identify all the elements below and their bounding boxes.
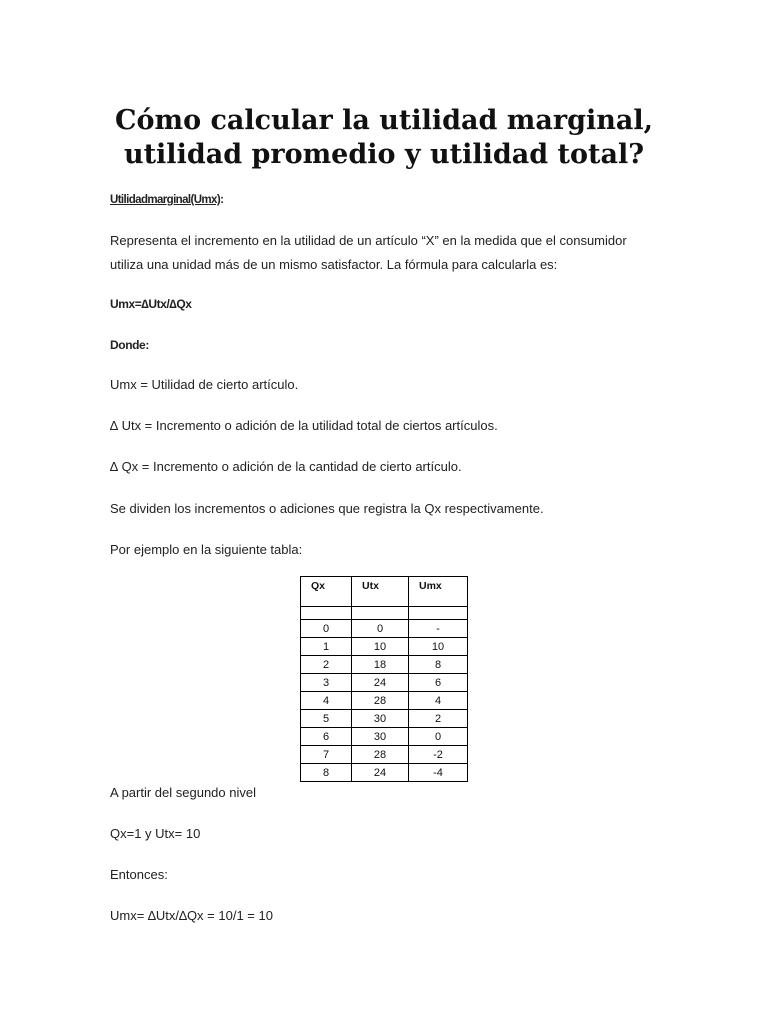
table-cell-qx: 3 [301, 674, 352, 692]
table-row [301, 674, 468, 692]
table-cell-qx: 5 [301, 710, 352, 728]
table-row [301, 728, 468, 746]
intro-line-1: Representa el incremento en la utilidad de un artículo “X” en la medida que el consumidor [110, 233, 627, 248]
table-cell-qx: 6 [301, 728, 352, 746]
definition-utx: ∆ Utx = Incremento o adición de la utilidad total de ciertos artículos. [110, 418, 498, 433]
table-cell-umx: -4 [409, 764, 468, 782]
utility-table [300, 576, 468, 782]
table-cell-utx: 30 [352, 728, 409, 746]
dividen-paragraph: Se dividen los incrementos o adiciones que registra la Qx respectivamente. [110, 501, 544, 516]
table-cell-qx: 8 [301, 764, 352, 782]
table-cell-utx: 28 [352, 692, 409, 710]
table-spacer-row [301, 607, 468, 620]
ejemplo-paragraph: Por ejemplo en la siguiente tabla: [110, 542, 303, 557]
table-row [301, 638, 468, 656]
table-cell-umx: 6 [409, 674, 468, 692]
utility-table-wrapper [300, 576, 468, 782]
definition-qx: ∆ Qx = Incremento o adición de la cantidad de cierto artículo. [110, 459, 462, 474]
table-row [301, 656, 468, 674]
table-cell-qx: 4 [301, 692, 352, 710]
subheading-colon: : [220, 194, 224, 206]
table-cell-utx: 0 [352, 620, 409, 638]
table-cell-umx: -2 [409, 746, 468, 764]
subheading-marginal-utility [110, 190, 223, 210]
table-cell-umx: 4 [409, 692, 468, 710]
table-cell-utx: 18 [352, 656, 409, 674]
donde-label: Donde: [110, 338, 149, 352]
intro-line-2: utiliza una unidad más de un mismo satisfactor. La fórmula para calcularla es: [110, 257, 558, 272]
qx-utx-paragraph: Qx=1 y Utx= 10 [110, 826, 201, 841]
table-row [301, 746, 468, 764]
table-header-qx: Qx [301, 577, 352, 607]
page-title [80, 104, 688, 172]
table-cell-qx: 1 [301, 638, 352, 656]
table-cell-umx: 2 [409, 710, 468, 728]
table-row [301, 764, 468, 782]
partir-paragraph: A partir del segundo nivel [110, 785, 256, 800]
subheading-text: Utilidadmarginal(Umx) [110, 194, 221, 206]
entonces-paragraph: Entonces: [110, 867, 168, 882]
table-cell-utx: 28 [352, 746, 409, 764]
table-cell-qx: 7 [301, 746, 352, 764]
table-row [301, 692, 468, 710]
table-cell-umx: 10 [409, 638, 468, 656]
table-cell-umx: - [409, 620, 468, 638]
table-cell-umx: 0 [409, 728, 468, 746]
intro-paragraph [110, 229, 627, 277]
formula: Umx=∆Utx/∆Qx [110, 297, 192, 311]
table-cell-umx: 8 [409, 656, 468, 674]
table-cell-utx: 24 [352, 674, 409, 692]
table-cell-utx: 10 [352, 638, 409, 656]
table-cell-utx: 24 [352, 764, 409, 782]
table-cell-utx: 30 [352, 710, 409, 728]
table-header-row [301, 577, 468, 607]
table-header-utx: Utx [352, 577, 409, 607]
table-row [301, 620, 468, 638]
table-cell-qx: 2 [301, 656, 352, 674]
title-line-1: Cómo calcular la utilidad marginal, [115, 105, 653, 136]
title-line-2: utilidad promedio y utilidad total? [123, 139, 645, 170]
calculation-paragraph: Umx= ∆Utx/∆Qx = 10/1 = 10 [110, 908, 273, 923]
table-cell-qx: 0 [301, 620, 352, 638]
table-row [301, 710, 468, 728]
table-header-umx: Umx [409, 577, 468, 607]
definition-umx: Umx = Utilidad de cierto artículo. [110, 377, 299, 392]
